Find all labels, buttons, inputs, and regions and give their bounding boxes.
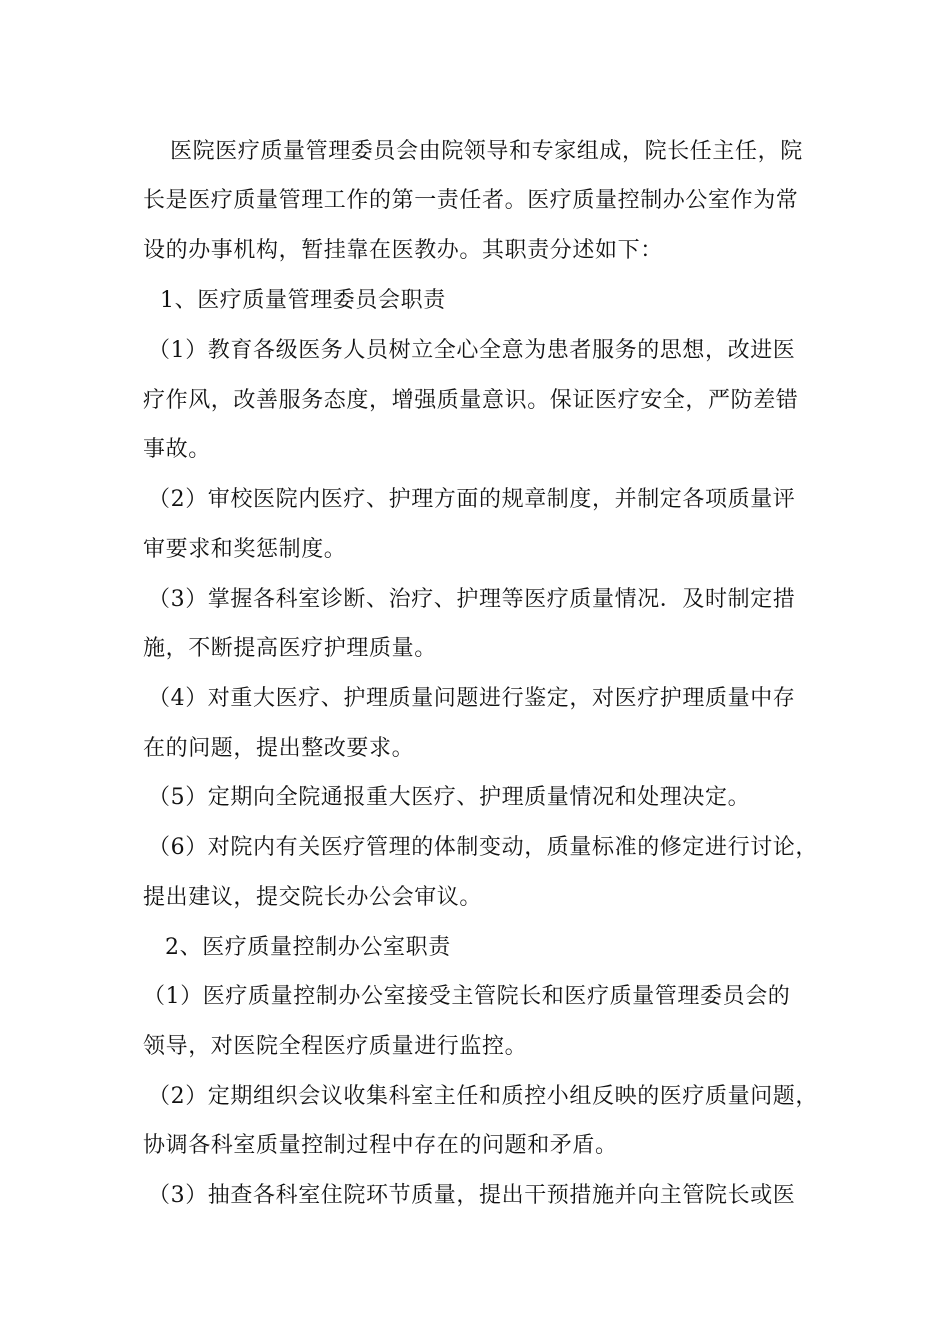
paragraph-line: 事故。 — [143, 437, 211, 462]
paragraph-line: 医院医疗质量管理委员会由院领导和专家组成，院长任主任，院 — [170, 139, 803, 164]
paragraph-line: 提出建议，提交院长办公会审议。 — [143, 885, 483, 910]
paragraph-line: （1）医疗质量控制办公室接受主管院长和医疗质量管理委员会的 — [143, 984, 791, 1009]
paragraph-line: 长是医疗质量管理工作的第一责任者。医疗质量控制办公室作为常 — [143, 188, 799, 213]
section-heading: 2、医疗质量控制办公室职责 — [165, 935, 451, 960]
paragraph-line: （3）掌握各科室诊断、治疗、护理等医疗质量情况．及时制定措 — [148, 587, 796, 612]
paragraph-line: （2）审校医院内医疗、护理方面的规章制度，并制定各项质量评 — [148, 487, 796, 512]
paragraph-line: 设的办事机构，暂挂靠在医教办。其职责分述如下： — [143, 238, 663, 263]
paragraph-line: （3）抽查各科室住院环节质量，提出干预措施并向主管院长或医 — [148, 1183, 796, 1208]
paragraph-line: 协调各科室质量控制过程中存在的问题和矛盾。 — [143, 1133, 618, 1158]
paragraph-line: 审要求和奖惩制度。 — [143, 537, 347, 562]
paragraph-line: 在的问题，提出整改要求。 — [143, 736, 415, 761]
section-heading: 1、医疗质量管理委员会职责 — [160, 288, 446, 313]
paragraph-line: （4）对重大医疗、护理质量问题进行鉴定，对医疗护理质量中存 — [148, 686, 796, 711]
paragraph-line: 疗作风，改善服务态度，增强质量意识。保证医疗安全，严防差错 — [143, 388, 799, 413]
paragraph-line: （5）定期向全院通报重大医疗、护理质量情况和处理决定。 — [148, 785, 751, 810]
paragraph-line: 施，不断提高医疗护理质量。 — [143, 636, 437, 661]
paragraph-line: （2）定期组织会议收集科室主任和质控小组反映的医疗质量问题， — [148, 1084, 818, 1109]
paragraph-line: 领导，对医院全程医疗质量进行监控。 — [143, 1034, 528, 1059]
paragraph-line: （1）教育各级医务人员树立全心全意为患者服务的思想，改进医 — [148, 338, 796, 363]
paragraph-line: （6）对院内有关医疗管理的体制变动，质量标准的修定进行讨论， — [148, 835, 818, 860]
